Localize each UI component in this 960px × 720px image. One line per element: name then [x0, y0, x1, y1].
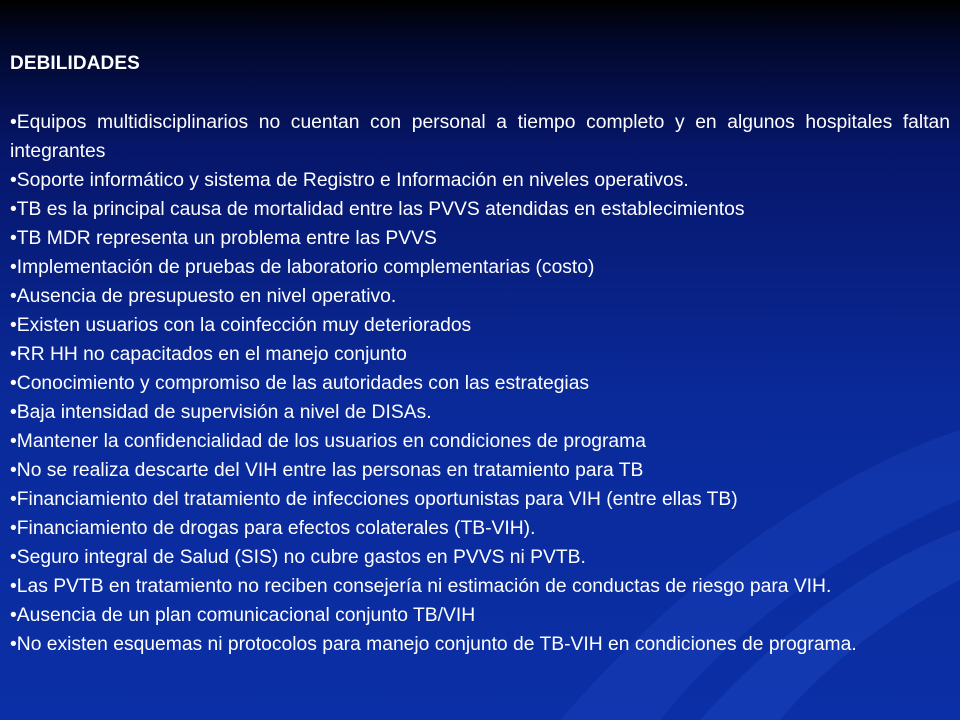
bullet-item: [10, 108, 950, 166]
bullet-dot-icon: •: [10, 257, 17, 278]
bullet-text: Existen usuarios con la coinfección muy deteriorados: [16, 315, 472, 336]
bullet-item: [10, 514, 950, 543]
bullet-dot-icon: •: [10, 373, 17, 394]
bullet-item: [10, 572, 950, 601]
bullet-item: [10, 340, 950, 369]
bullet-text: Financiamiento de drogas para efectos colaterales (TB-VIH).: [16, 518, 536, 539]
bullet-item: [10, 166, 950, 195]
bullet-dot-icon: •: [10, 634, 17, 655]
bullet-item: [10, 398, 950, 427]
bullet-text: Equipos multidisciplinarios no cuentan con personal a tiempo completo y en algunos hospitales faltan integrantes: [10, 112, 950, 162]
bullet-text: TB MDR representa un problema entre las PVVS: [16, 228, 437, 249]
slide-content: [10, 52, 950, 659]
bullet-dot-icon: •: [10, 431, 17, 452]
bullet-dot-icon: •: [10, 605, 17, 626]
bullet-text: Las PVTB en tratamiento no reciben consejería ni estimación de conductas de riesgo para VIH.: [16, 576, 832, 597]
bullet-text: Seguro integral de Salud (SIS) no cubre gastos en PVVS ni PVTB.: [16, 547, 586, 568]
bullet-dot-icon: •: [10, 460, 17, 481]
bullet-dot-icon: •: [10, 576, 17, 597]
bullet-item: [10, 369, 950, 398]
bullet-dot-icon: •: [10, 547, 17, 568]
bullet-list: [10, 108, 950, 659]
bullet-dot-icon: •: [10, 170, 17, 191]
bullet-text: Mantener la confidencialidad de los usuarios en condiciones de programa: [16, 431, 646, 452]
bullet-text: Baja intensidad de supervisión a nivel de DISAs.: [16, 402, 432, 423]
bullet-dot-icon: •: [10, 489, 17, 510]
bullet-text: RR HH no capacitados en el manejo conjunto: [16, 344, 407, 365]
bullet-item: [10, 630, 950, 659]
bullet-text: No existen esquemas ni protocolos para manejo conjunto de TB-VIH en condiciones de programa.: [16, 634, 857, 655]
bullet-item: [10, 543, 950, 572]
bullet-dot-icon: •: [10, 402, 17, 423]
bullet-text: No se realiza descarte del VIH entre las personas en tratamiento para TB: [16, 460, 644, 481]
bullet-item: [10, 311, 950, 340]
bullet-text: TB es la principal causa de mortalidad entre las PVVS atendidas en establecimientos: [16, 199, 745, 220]
bullet-dot-icon: •: [10, 112, 17, 133]
bullet-dot-icon: •: [10, 344, 17, 365]
bullet-text: Conocimiento y compromiso de las autoridades con las estrategias: [16, 373, 590, 394]
bullet-text: Soporte informático y sistema de Registro e Información en niveles operativos.: [16, 170, 689, 191]
bullet-text: Financiamiento del tratamiento de infecciones oportunistas para VIH (entre ellas TB): [16, 489, 738, 510]
bullet-item: [10, 485, 950, 514]
bullet-dot-icon: •: [10, 199, 17, 220]
slide-title: DEBILIDADES: [10, 53, 140, 74]
bullet-item: [10, 253, 950, 282]
bullet-item: [10, 427, 950, 456]
bullet-item: [10, 224, 950, 253]
bullet-dot-icon: •: [10, 315, 17, 336]
bullet-text: Ausencia de un plan comunicacional conjunto TB/VIH: [16, 605, 476, 626]
bullet-item: [10, 282, 950, 311]
bullet-dot-icon: •: [10, 228, 17, 249]
bullet-text: Ausencia de presupuesto en nivel operativo.: [16, 286, 397, 307]
bullet-item: [10, 456, 950, 485]
bullet-dot-icon: •: [10, 518, 17, 539]
bullet-dot-icon: •: [10, 286, 17, 307]
bullet-text: Implementación de pruebas de laboratorio complementarias (costo): [16, 257, 595, 278]
bullet-item: [10, 195, 950, 224]
bullet-item: [10, 601, 950, 630]
